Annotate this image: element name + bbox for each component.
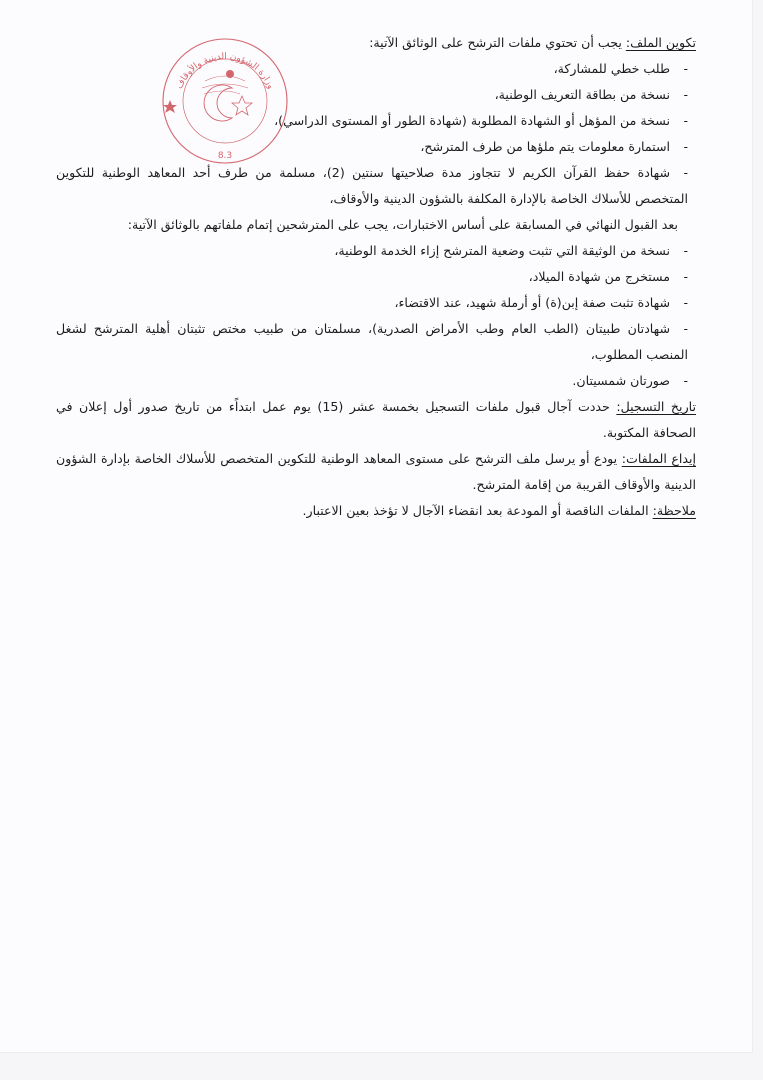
list-item	[56, 264, 696, 290]
bullet-dash: -	[683, 113, 688, 128]
file-composition-intro	[56, 30, 696, 56]
bullet-dash: -	[683, 321, 688, 336]
bullet-dash: -	[683, 165, 688, 180]
list-item	[56, 56, 696, 82]
registration-paragraph	[56, 394, 696, 446]
final-acceptance-intro: بعد القبول النهائي في المسابقة على أساس الاختبارات، يجب على المترشحين إتمام ملفاتهم بالوثائق الآتية:	[127, 217, 678, 232]
list-item	[56, 82, 696, 108]
list-item-text: شهادة حفظ القرآن الكريم لا تتجاوز مدة صلاحيتها سنتين (2)، مسلمة من طرف أحد المعاهد الوطنية للتكوين المتخصص للأسلاك الخاصة بالإدارة المكلفة بالشؤون الدينية والأوقاف،	[56, 165, 688, 206]
deposit-heading: إيداع الملفات:	[621, 451, 696, 466]
registration-heading: تاريخ التسجيل:	[616, 399, 696, 414]
list-item-text: صورتان شمسيتان.	[572, 373, 670, 388]
bullet-dash: -	[683, 373, 688, 388]
document-body	[56, 30, 696, 524]
stamp-number: 8.3	[217, 151, 233, 161]
list-item	[56, 108, 696, 134]
list-item	[56, 238, 696, 264]
note-text: الملفات الناقصة أو المودعة بعد انقضاء الآجال لا تؤخذ بعين الاعتبار.	[302, 503, 653, 518]
list-item	[56, 368, 696, 394]
list-item-text: مستخرج من شهادة الميلاد،	[528, 269, 670, 284]
deposit-text: يودع أو يرسل ملف الترشح على مستوى المعاهد الوطنية للتكوين المتخصص للأسلاك الخاصة بإدارة الشؤون الدينية والأوقاف القريبة من إقامة المترشح.	[56, 451, 696, 492]
deposit-paragraph	[56, 446, 696, 498]
note-heading: ملاحظة:	[652, 503, 696, 518]
list-item	[56, 134, 696, 160]
list-item-text: استمارة معلومات يتم ملؤها من طرف المترشح،	[420, 139, 670, 154]
bullet-dash: -	[683, 139, 688, 154]
list-item-text: نسخة من المؤهل أو الشهادة المطلوبة (شهادة الطور أو المستوى الدراسي)،	[274, 113, 670, 128]
bullet-dash: -	[683, 269, 688, 284]
registration-text: حددت آجال قبول ملفات التسجيل بخمسة عشر (15) يوم عمل ابتداًء من تاريخ صدور أول إعلان في الصحافة المكتوبة.	[56, 399, 696, 440]
bullet-dash: -	[683, 295, 688, 310]
list-item	[56, 290, 696, 316]
list-item-text: نسخة من بطاقة التعريف الوطنية،	[494, 87, 670, 102]
list-item	[56, 316, 696, 368]
file-composition-intro-text: يجب أن تحتوي ملفات الترشح على الوثائق الآتية:	[369, 35, 626, 50]
bullet-dash: -	[683, 243, 688, 258]
note-paragraph	[56, 498, 696, 524]
list-item-text: شهادة تثبت صفة إبن(ة) أو أرملة شهيد، عند الاقتضاء،	[394, 295, 670, 310]
list-item-text: نسخة من الوثيقة التي تثبت وضعية المترشح إزاء الخدمة الوطنية،	[334, 243, 670, 258]
list-item-text: شهادتان طبيتان (الطب العام وطب الأمراض الصدرية)، مسلمتان من طبيب مختص تثبتان أهلية المترشح لشغل المنصب المطلوب،	[56, 321, 688, 362]
list-item	[56, 160, 696, 212]
list-item-text: طلب خطي للمشاركة،	[553, 61, 670, 76]
bullet-dash: -	[683, 87, 688, 102]
file-composition-heading: تكوين الملف:	[625, 35, 696, 50]
stamp-text: وزارة الشؤون الدينية والأوقاف	[174, 51, 276, 91]
bullet-dash: -	[683, 61, 688, 76]
